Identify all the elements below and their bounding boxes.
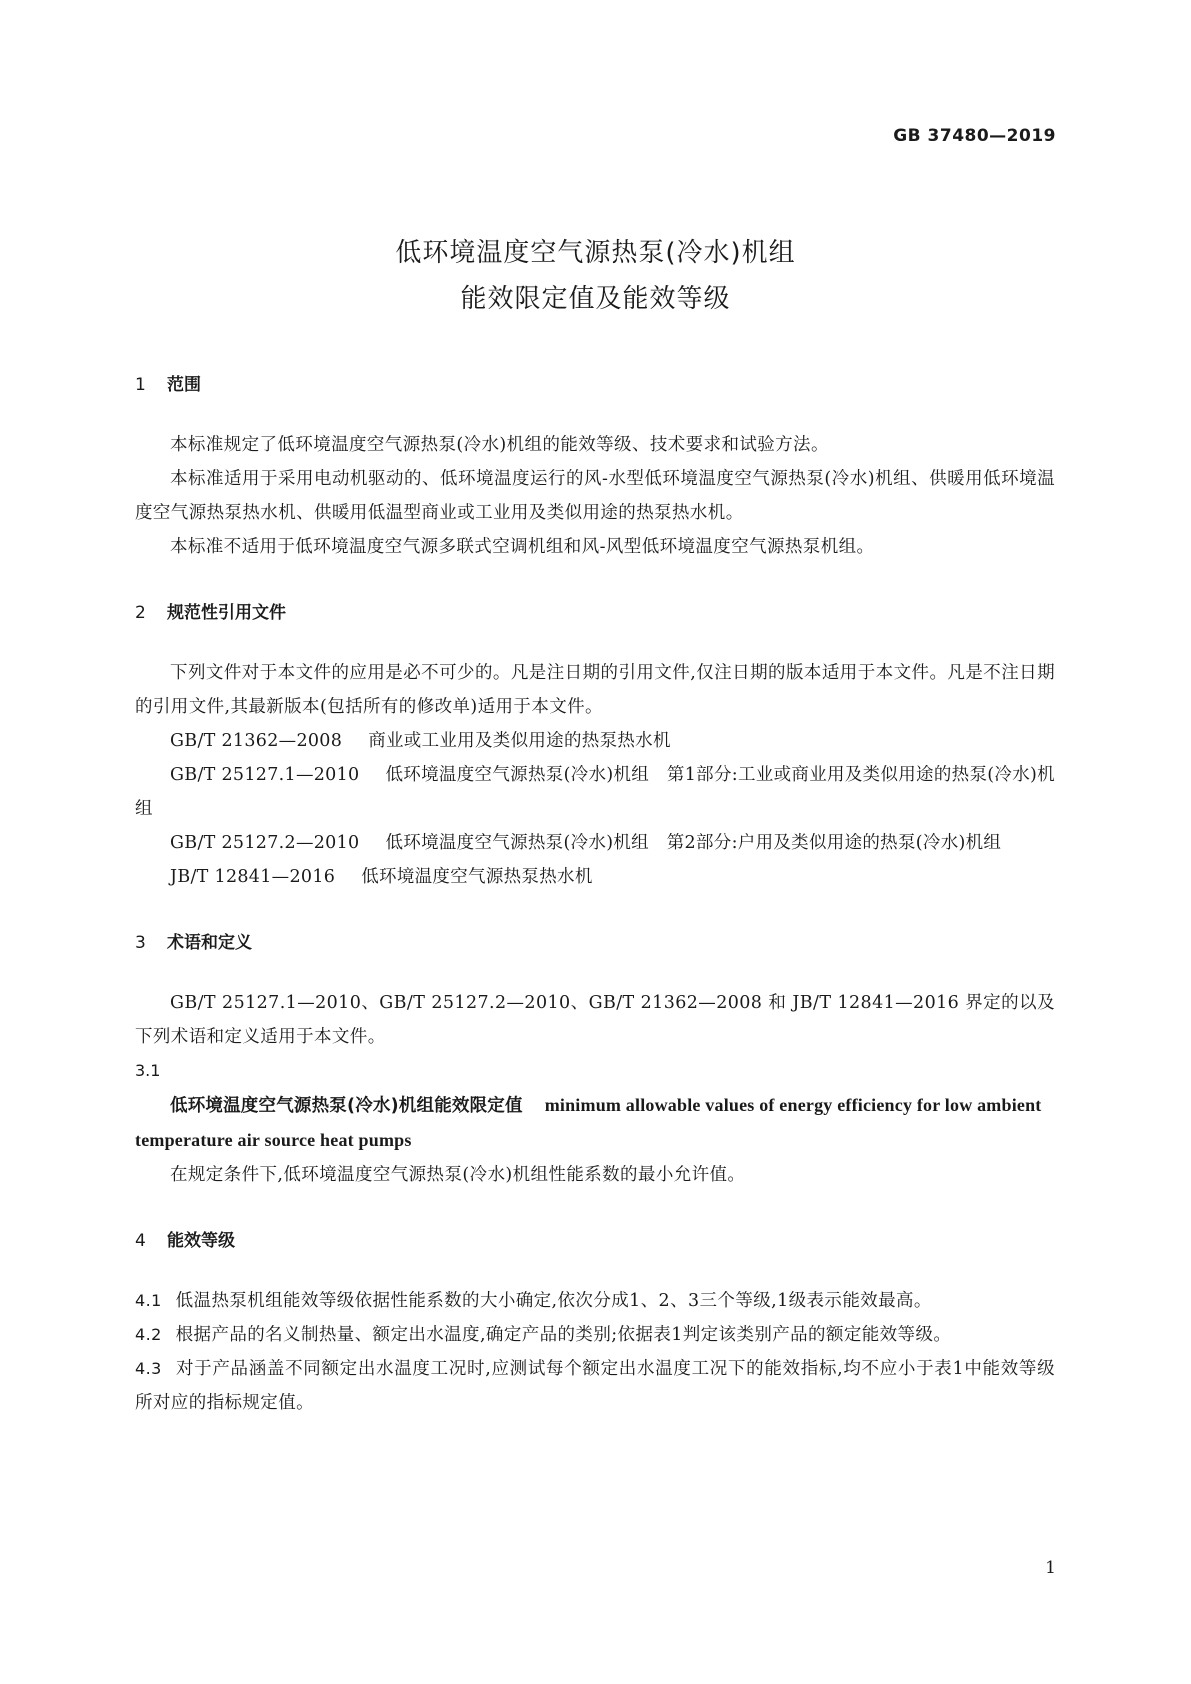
paragraph: 下列文件对于本文件的应用是必不可少的。凡是注日期的引用文件,仅注日期的版本适用于本文件。凡是不注日期的引用文件,其最新版本(包括所有的修改单)适用于本文件。: [135, 663, 1055, 717]
reference-title: 低环境温度空气源热泵热水机: [361, 867, 593, 887]
section-number: 4: [135, 1231, 146, 1251]
term-chinese: 低环境温度空气源热泵(冷水)机组能效限定值: [170, 1096, 523, 1116]
section-2-heading: [135, 600, 1055, 626]
reference-item: [135, 724, 1055, 758]
clause-text: 对于产品涵盖不同额定出水温度工况时,应测试每个额定出水温度工况下的能效指标,均不应小于表1中能效等级所对应的指标规定值。: [135, 1359, 1055, 1413]
section-title: 规范性引用文件: [167, 603, 286, 623]
section-3-heading: [135, 930, 1055, 956]
term-english: minimum allowable values of energy efficiency for low ambient temperature air source heat pumps: [135, 1095, 1042, 1150]
paragraph: 本标准规定了低环境温度空气源热泵(冷水)机组的能效等级、技术要求和试验方法。: [170, 435, 829, 455]
page-number: 1: [1045, 1558, 1056, 1578]
reference-item: [135, 860, 1055, 894]
section-number: 2: [135, 603, 146, 623]
title-line-2: 能效限定值及能效等级: [460, 284, 731, 314]
paragraph: GB/T 25127.1—2010、GB/T 25127.2—2010、GB/T 21362—2008 和 JB/T 12841—2016 界定的以及下列术语和定义适用于本文件。: [135, 993, 1055, 1047]
reference-title: 低环境温度空气源热泵(冷水)机组 第2部分:户用及类似用途的热泵(冷水)机组: [385, 833, 1002, 853]
clause-text: 低温热泵机组能效等级依据性能系数的大小确定,依次分成1、2、3三个等级,1级表示能效最高。: [175, 1291, 932, 1311]
reference-item: [135, 826, 1055, 860]
document-body: [135, 372, 1055, 1420]
section-4-heading: [135, 1228, 1055, 1254]
paragraph: 本标准不适用于低环境温度空气源多联式空调机组和风-风型低环境温度空气源热泵机组。: [170, 537, 875, 557]
clause-number: 4.3: [135, 1359, 162, 1378]
reference-title: 商业或工业用及类似用途的热泵热水机: [368, 731, 671, 751]
reference-code: GB/T 21362—2008: [170, 731, 343, 751]
section-title: 术语和定义: [167, 933, 252, 953]
term-definition: 在规定条件下,低环境温度空气源热泵(冷水)机组性能系数的最小允许值。: [170, 1165, 746, 1185]
document-title: [0, 230, 1191, 322]
clause-item: [135, 1284, 1055, 1318]
section-number: 1: [135, 375, 146, 395]
title-line-1: 低环境温度空气源热泵(冷水)机组: [395, 238, 796, 268]
standard-number: GB 37480—2019: [893, 126, 1056, 146]
reference-code: JB/T 12841—2016: [170, 867, 336, 887]
clause-number: 4.1: [135, 1291, 162, 1310]
clause-item: [135, 1318, 1055, 1352]
section-title: 能效等级: [167, 1231, 235, 1251]
paragraph: 本标准适用于采用电动机驱动的、低环境温度运行的风-水型低环境温度空气源热泵(冷水)机组、供暖用低环境温度空气源热泵热水机、供暖用低温型商业或工业用及类似用途的热泵热水机。: [135, 469, 1055, 523]
reference-item: [135, 758, 1055, 826]
section-1-heading: [135, 372, 1055, 398]
term-number: 3.1: [135, 1061, 161, 1080]
reference-code: GB/T 25127.1—2010: [170, 765, 360, 785]
reference-title: 低环境温度空气源热泵(冷水)机组 第1部分:工业或商业用及类似用途的热泵(冷水)机组: [135, 765, 1055, 819]
reference-code: GB/T 25127.2—2010: [170, 833, 360, 853]
section-title: 范围: [167, 375, 201, 395]
clause-number: 4.2: [135, 1325, 162, 1344]
clause-text: 根据产品的名义制热量、额定出水温度,确定产品的类别;依据表1判定该类别产品的额定能效等级。: [175, 1325, 952, 1345]
term-entry: [135, 1088, 1055, 1158]
section-number: 3: [135, 933, 146, 953]
clause-item: [135, 1352, 1055, 1420]
